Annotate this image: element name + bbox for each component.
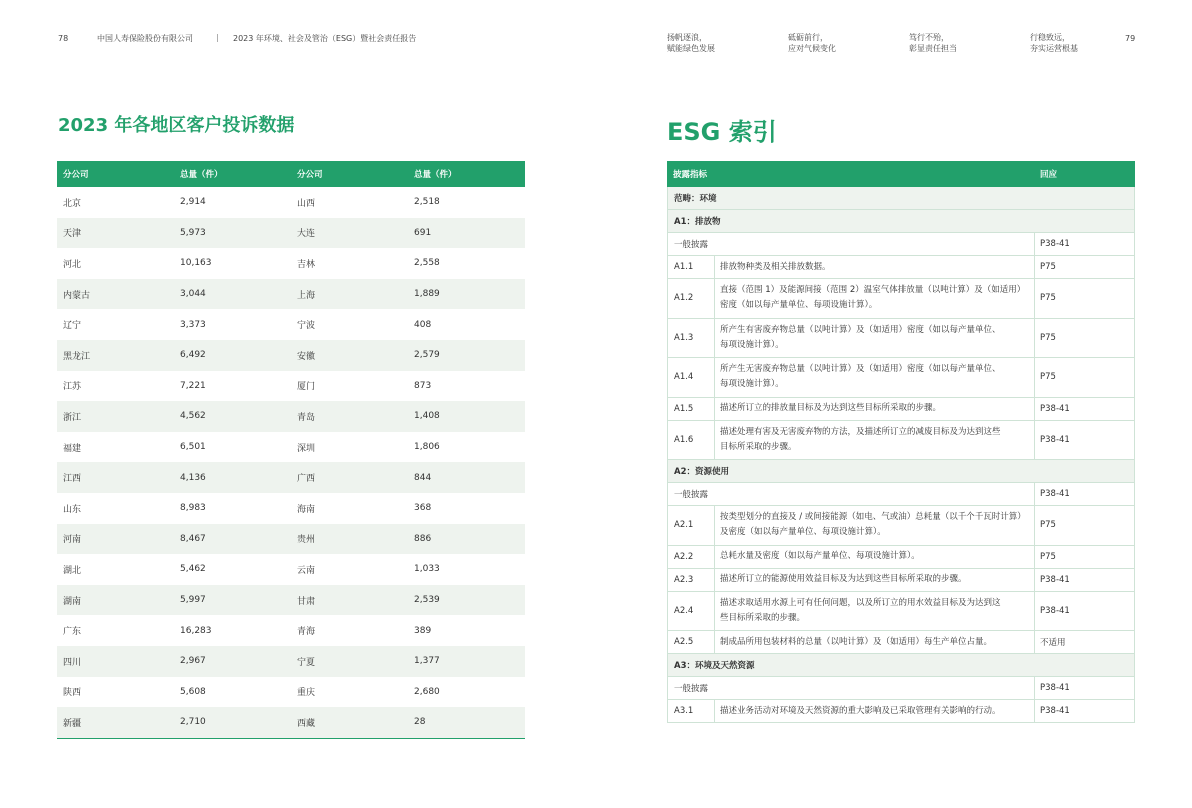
indicator-row xyxy=(667,506,1135,546)
nav-line: 笃行不殆， xyxy=(909,33,949,42)
table-cell: 1,889 xyxy=(414,289,440,300)
nav-line: 应对气候变化 xyxy=(788,44,836,53)
table-cell: 云南 xyxy=(297,565,316,576)
table-cell: 3,044 xyxy=(180,289,206,300)
description-line: 些目标所采取的步骤。 xyxy=(720,612,806,623)
indicator-description xyxy=(715,631,1035,653)
description-line: 每项设施计算）。 xyxy=(720,379,784,390)
indicator-code: A1.3 xyxy=(668,319,715,358)
table-cell: 1,408 xyxy=(414,411,440,422)
page-number-right: 79 xyxy=(1125,34,1136,43)
scope-row: 范畴：环境 xyxy=(667,187,1135,210)
table-cell: 5,973 xyxy=(180,227,206,238)
description-line: 总耗水量及密度（如以每产量单位、每项设施计算）。 xyxy=(720,551,920,561)
table-cell: 天津 xyxy=(63,229,82,240)
description-line: 所产生有害废弃物总量（以吨计算）及（如适用）密度（如以每产量单位、 xyxy=(720,324,1001,335)
indicator-code: A3.1 xyxy=(668,700,715,722)
indicator-row xyxy=(667,592,1135,632)
report-title: 2023 年环境、社会及管治（ESG）暨社会责任报告 xyxy=(233,34,417,43)
table-row xyxy=(57,218,525,249)
table-cell: 西藏 xyxy=(297,718,316,729)
table-cell: 青海 xyxy=(297,627,316,638)
indicator-description xyxy=(715,592,1035,631)
section-a3: A3：环境及天然资源 xyxy=(667,654,1135,677)
indicator-description xyxy=(715,358,1035,397)
indicator-code: A2.5 xyxy=(668,631,715,653)
table-cell: 10,163 xyxy=(180,258,212,269)
table-cell: 2,539 xyxy=(414,595,440,606)
table-cell: 2,967 xyxy=(180,656,206,667)
table-cell: 2,579 xyxy=(414,350,440,361)
table-cell: 16,283 xyxy=(180,625,212,636)
section-a2: A2：资源使用 xyxy=(667,460,1135,483)
table-cell: 江苏 xyxy=(63,382,82,393)
esg-index-table xyxy=(667,161,1135,723)
description-line: 按类型划分的直接及 / 或间接能源（如电、气或油）总耗量（以千个千瓦时计算） xyxy=(720,512,1026,523)
table-row xyxy=(57,248,525,279)
general-disclosure-label: 一般披露 xyxy=(668,483,1035,505)
table-cell: 江西 xyxy=(63,474,82,485)
table-cell: 1,033 xyxy=(414,564,440,575)
table-cell: 宁波 xyxy=(297,321,316,332)
indicator-row xyxy=(667,546,1135,569)
table-cell: 深圳 xyxy=(297,443,316,454)
table-cell: 新疆 xyxy=(63,718,82,729)
table-row xyxy=(57,707,525,738)
nav-line: 夯实运营根基 xyxy=(1030,44,1078,53)
table-cell: 海南 xyxy=(297,504,316,515)
indicator-code: A1.4 xyxy=(668,358,715,397)
table-cell: 2,518 xyxy=(414,197,440,208)
table-cell: 2,914 xyxy=(180,197,206,208)
table-cell: 湖南 xyxy=(63,596,82,607)
table-cell: 4,562 xyxy=(180,411,206,422)
general-disclosure-label: 一般披露 xyxy=(668,233,1035,255)
description-line: 目标所采取的步骤。 xyxy=(720,441,797,452)
response-ref: P75 xyxy=(1040,262,1056,272)
indicator-row xyxy=(667,700,1135,723)
indicator-code: A2.3 xyxy=(668,569,715,591)
nav-line: 行稳致远， xyxy=(1030,33,1070,42)
table-row xyxy=(57,340,525,371)
table-cell: 浙江 xyxy=(63,412,82,423)
response-ref: P75 xyxy=(1040,372,1056,383)
table-cell: 844 xyxy=(414,472,432,483)
description-line: 密度（如以每产量单位、每项设施计算）。 xyxy=(720,300,878,311)
indicator-row xyxy=(667,398,1135,421)
column-header: 总量（件） xyxy=(414,170,457,180)
table-cell: 甘肃 xyxy=(297,596,316,607)
table-cell: 2,710 xyxy=(180,717,206,728)
table-cell: 山东 xyxy=(63,504,82,515)
table-cell: 贵州 xyxy=(297,535,316,546)
response-ref: P38-41 xyxy=(1040,574,1070,585)
table-row xyxy=(57,677,525,708)
indicator-description xyxy=(715,506,1035,545)
header-separator: | xyxy=(216,33,219,42)
table-header xyxy=(667,161,1135,187)
table-cell: 广东 xyxy=(63,627,82,638)
table-row xyxy=(57,371,525,402)
table-cell: 上海 xyxy=(297,290,316,301)
nav-line: 扬帆逐浪， xyxy=(667,33,707,42)
page-number-left: 78 xyxy=(58,34,69,43)
indicator-code: A1.1 xyxy=(668,256,715,278)
nav-line: 彰显责任担当 xyxy=(909,44,957,53)
table-row xyxy=(57,309,525,340)
indicator-description xyxy=(715,319,1035,358)
table-row xyxy=(57,615,525,646)
indicator-row xyxy=(667,319,1135,359)
indicator-row xyxy=(667,256,1135,279)
response-ref: P75 xyxy=(1040,551,1056,562)
table-cell: 4,136 xyxy=(180,472,206,483)
indicator-row xyxy=(667,279,1135,319)
table-cell: 湖北 xyxy=(63,565,82,576)
table-cell: 辽宁 xyxy=(63,321,82,332)
indicator-code: A1.5 xyxy=(668,398,715,420)
table-row xyxy=(57,585,525,616)
table-cell: 河北 xyxy=(63,259,82,270)
indicator-code: A1.2 xyxy=(668,279,715,318)
general-disclosure-label: 一般披露 xyxy=(668,677,1035,699)
response-ref: P38-41 xyxy=(1040,403,1070,414)
table-cell: 1,806 xyxy=(414,442,440,453)
response-ref: P38-41 xyxy=(1040,706,1070,716)
table-cell: 黑龙江 xyxy=(63,351,91,362)
column-header: 总量（件） xyxy=(180,170,223,180)
description-line: 描述求取适用水源上可有任何问题，以及所订立的用水效益目标及为达到这 xyxy=(720,597,1001,608)
table-cell: 1,377 xyxy=(414,656,440,667)
table-cell: 2,680 xyxy=(414,686,440,697)
general-disclosure-row xyxy=(667,483,1135,506)
table-row xyxy=(57,462,525,493)
table-cell: 8,983 xyxy=(180,503,206,514)
indicator-code: A1.6 xyxy=(668,421,715,460)
table-cell: 886 xyxy=(414,533,432,544)
description-line: 每项设施计算）。 xyxy=(720,339,784,350)
table-cell: 368 xyxy=(414,503,432,514)
table-cell: 5,608 xyxy=(180,686,206,697)
table-row xyxy=(57,554,525,585)
description-line: 描述所订立的能源使用效益目标及为达到这些目标所采取的步骤。 xyxy=(720,574,967,584)
response-ref: P38-41 xyxy=(1040,605,1070,616)
table-cell: 408 xyxy=(414,319,432,330)
indicator-description xyxy=(715,256,1035,278)
indicator-description xyxy=(715,569,1035,591)
description-line: 排放物种类及相关排放数据。 xyxy=(720,261,831,272)
indicator-row xyxy=(667,358,1135,398)
column-header: 分公司 xyxy=(297,170,323,180)
response-ref: P75 xyxy=(1040,332,1056,343)
table-cell: 3,373 xyxy=(180,319,206,330)
company-name: 中国人寿保险股份有限公司 xyxy=(97,34,193,43)
table-cell: 重庆 xyxy=(297,688,316,699)
table-cell: 5,997 xyxy=(180,595,206,606)
table-cell: 5,462 xyxy=(180,564,206,575)
table-cell: 873 xyxy=(414,380,432,391)
nav-section-1[interactable] xyxy=(667,32,715,54)
response-ref: P38-41 xyxy=(1040,489,1070,499)
description-line: 描述所订立的排放量目标及为达到这些目标所采取的步骤。 xyxy=(720,403,942,413)
indicator-row xyxy=(667,631,1135,654)
indicator-description xyxy=(715,421,1035,460)
section-a1: A1：排放物 xyxy=(667,210,1135,233)
table-cell: 内蒙古 xyxy=(63,290,91,301)
table-row xyxy=(57,279,525,310)
description-line: 描述处理有害及无害废弃物的方法，及描述所订立的减废目标及为达到这些 xyxy=(720,426,1001,437)
table-cell: 7,221 xyxy=(180,380,206,391)
nav-line: 砥砺前行， xyxy=(788,33,828,42)
general-disclosure-row xyxy=(667,677,1135,700)
table-cell: 广西 xyxy=(297,474,316,485)
response-ref: P38-41 xyxy=(1040,239,1070,249)
description-line: 及密度（如以每产量单位、每项设施计算）。 xyxy=(720,527,886,538)
table-cell: 四川 xyxy=(63,657,82,668)
table-row xyxy=(57,493,525,524)
complaints-table xyxy=(57,161,525,739)
table-cell: 福建 xyxy=(63,443,82,454)
nav-section-3[interactable] xyxy=(909,32,957,54)
complaints-title: 2023 年各地区客户投诉数据 xyxy=(58,115,295,136)
indicator-code: A2.2 xyxy=(668,546,715,568)
table-cell: 安徽 xyxy=(297,351,316,362)
table-cell: 2,558 xyxy=(414,258,440,269)
nav-section-2[interactable] xyxy=(788,32,836,54)
table-cell: 北京 xyxy=(63,198,82,209)
nav-section-4[interactable] xyxy=(1030,32,1078,54)
table-cell: 厦门 xyxy=(297,382,316,393)
table-cell: 河南 xyxy=(63,535,82,546)
indicator-row xyxy=(667,569,1135,592)
indicator-description xyxy=(715,398,1035,420)
table-cell: 389 xyxy=(414,625,432,636)
table-header xyxy=(57,161,525,187)
indicator-description xyxy=(715,546,1035,568)
indicator-code: A2.4 xyxy=(668,592,715,631)
column-header: 披露指标 xyxy=(673,170,708,180)
description-line: 直接（范围 1）及能源间接（范围 2）温室气体排放量（以吨计算）及（如适用） xyxy=(720,285,1026,296)
indicator-description xyxy=(715,700,1035,722)
table-cell: 大连 xyxy=(297,229,316,240)
description-line: 描述业务活动对环境及天然资源的重大影响及已采取管理有关影响的行动。 xyxy=(720,705,1001,716)
table-row xyxy=(57,646,525,677)
indicator-description xyxy=(715,279,1035,318)
response-ref: P38-41 xyxy=(1040,683,1070,693)
description-line: 制成品所用包装材料的总量（以吨计算）及（如适用）每生产单位占量。 xyxy=(720,636,993,647)
table-row xyxy=(57,432,525,463)
table-cell: 宁夏 xyxy=(297,657,316,668)
table-cell: 山西 xyxy=(297,198,316,209)
table-cell: 青岛 xyxy=(297,412,316,423)
nav-line: 赋能绿色发展 xyxy=(667,44,715,53)
table-cell: 6,501 xyxy=(180,442,206,453)
response-ref: P75 xyxy=(1040,520,1056,531)
indicator-code: A2.1 xyxy=(668,506,715,545)
indicator-row xyxy=(667,421,1135,461)
table-row xyxy=(57,187,525,218)
general-disclosure-row xyxy=(667,233,1135,256)
description-line: 所产生无害废弃物总量（以吨计算）及（如适用）密度（如以每产量单位、 xyxy=(720,364,1001,375)
esg-index-title: ESG 索引 xyxy=(667,118,777,146)
table-cell: 吉林 xyxy=(297,259,316,270)
response-ref: 不适用 xyxy=(1040,638,1066,648)
table-cell: 28 xyxy=(414,717,426,728)
table-row xyxy=(57,524,525,555)
table-cell: 6,492 xyxy=(180,350,206,361)
table-row xyxy=(57,401,525,432)
table-cell: 691 xyxy=(414,227,432,238)
table-cell: 8,467 xyxy=(180,533,206,544)
response-ref: P75 xyxy=(1040,293,1056,304)
response-ref: P38-41 xyxy=(1040,434,1070,445)
column-header: 回应 xyxy=(1040,170,1058,180)
table-cell: 陕西 xyxy=(63,688,82,699)
column-header: 分公司 xyxy=(63,170,89,180)
